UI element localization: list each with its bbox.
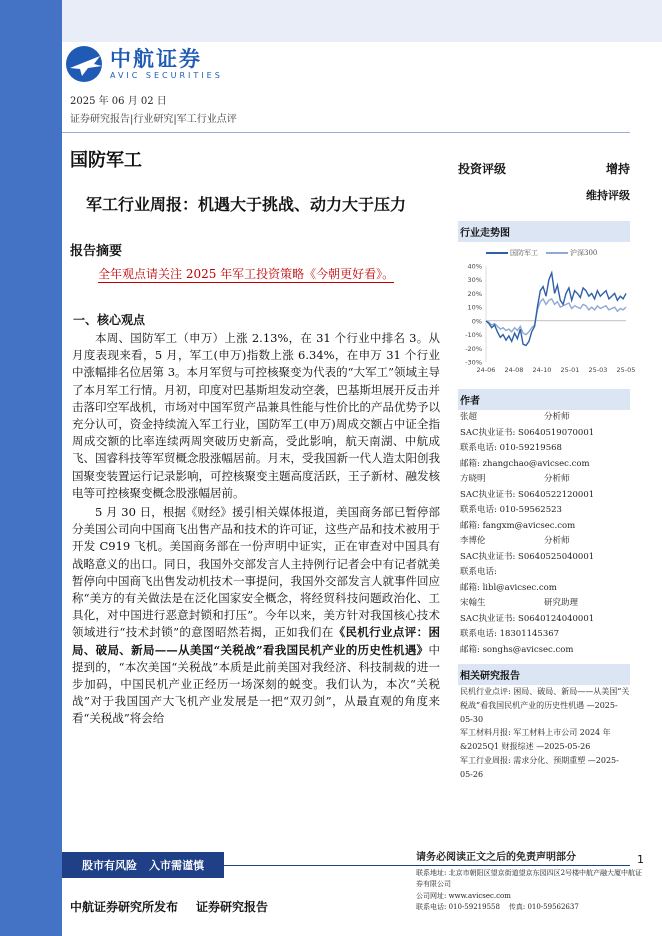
author-tel: 联系电话:	[460, 567, 497, 577]
paragraph-2	[72, 504, 440, 728]
right-sidebar	[458, 160, 636, 782]
breadcrumb: 证券研究报告|行业研究|军工行业点评	[70, 114, 237, 125]
y-tick-label: -10%	[465, 331, 482, 340]
author-role: 分析师	[544, 536, 570, 546]
x-tick-label: 24-08	[504, 366, 524, 374]
paragraph-1: 本周、国防军工（申万）上涨 2.13%，在 31 个行业中排名 3。从月度表现来看，5 月，军工(申万)指数上涨 6.34%，在申万 31 个行业中涨幅排名位居第 3。本月军贸与可控核聚变为代表的“大军工”领域主导了本月军工行情。月初，印度对巴基斯坦发动空袭，巴基斯坦展开反击并击落印空军战机，市场对中国军贸产品兼具性能与性价比的产品优势予以充分认可，资金持续流入军工行业，国防军工(申万)周成交额占中证全指周成交额的比率连续两周突破历史新高，受此影响，航天南湖、中航成飞、国睿科技等军贸概念股涨幅居前。月末，受我国新一代人造太阳创我国聚变装置运行记录影响，可控核聚变主题高度活跃，王子新材、融发核电等可控核聚变概念股涨幅居前。	[72, 331, 440, 500]
author-sac: SAC执业证书: S0640519070001	[460, 427, 595, 438]
author-heading: 作者	[458, 389, 630, 410]
company-phone: 联系电话: 010-59219558	[416, 903, 500, 911]
publisher-name: 中航证券研究所发布	[70, 900, 179, 914]
author-list	[460, 410, 630, 658]
author-role: 研究助理	[544, 598, 579, 608]
related-list	[460, 685, 630, 782]
rating-label: 投资评级	[458, 162, 507, 176]
x-tick-label: 24-06	[476, 366, 496, 374]
related-heading: 相关研究报告	[458, 664, 630, 685]
author-card	[460, 472, 630, 534]
rating-value: 增持	[605, 162, 630, 176]
section-heading: 一、核心观点	[73, 313, 146, 327]
author-card	[460, 596, 630, 658]
publisher	[70, 898, 286, 915]
x-tick-label: 25-03	[588, 366, 608, 374]
author-sac: SAC执业证书: S0640525040001	[460, 551, 595, 562]
y-tick-label: 40%	[467, 262, 482, 271]
y-tick-label: -30%	[465, 358, 482, 367]
y-tick-label: -20%	[465, 344, 482, 353]
footer-contact	[416, 852, 646, 914]
y-tick-label: 20%	[467, 289, 482, 298]
referenced-report-title: 《民机行业点评：困局、破局、新局——从美国“关税战”看我国民机产业的历史性机遇》	[72, 625, 440, 657]
company-phone-fax	[416, 902, 646, 914]
legend-label-csi300: 沪深300	[570, 249, 598, 257]
brand-name-en: AVIC SECURITIES	[110, 70, 223, 80]
top-band	[0, 0, 662, 42]
brand-logo	[64, 44, 223, 84]
report-title: 军工行业周报：机遇大于挑战、动力大于压力	[86, 195, 407, 214]
left-accent-bar	[0, 0, 62, 936]
series-line-defense	[486, 273, 626, 346]
author-sac: SAC执业证书: S0640522120001	[460, 489, 595, 500]
author-name: 张超	[460, 412, 478, 422]
chart-legend	[486, 248, 630, 258]
trend-heading: 行业走势图	[458, 221, 630, 242]
author-email[interactable]: 邮箱: zhangchao@avicsec.com	[460, 458, 590, 469]
author-sac: SAC执业证书: S0640124040001	[460, 613, 595, 624]
header-divider	[62, 132, 630, 133]
investment-rating	[458, 160, 630, 177]
series-line-csi300	[486, 299, 626, 335]
abstract-heading: 报告摘要	[70, 244, 123, 259]
legend-label-defense: 国防军工	[510, 249, 538, 257]
author-name: 宋翰生	[460, 598, 486, 608]
report-date: 2025 年 06 月 02 日	[70, 96, 167, 107]
sector-title: 国防军工	[70, 150, 142, 171]
report-body	[72, 330, 440, 728]
strategy-link[interactable]: 全年观点请关注 2025 年军工投资策略《今朝更好看》。	[98, 267, 395, 281]
related-report[interactable]: 军工行业周报: 需求分化、预期重塑 —2025-05-26	[460, 755, 619, 779]
related-report[interactable]: 民机行业点评: 困局、破局、新局——从美国“关税战”看我国民机产业的历史性机遇 —2025-05-30	[460, 687, 630, 724]
related-report[interactable]: 军工材料月报: 军工材料上市公司 2024 年&2025Q1 财报综述 —2025-05-26	[460, 728, 611, 752]
x-tick-label: 25-01	[560, 366, 580, 374]
brand-name-cn: 中航证券	[110, 46, 202, 71]
legend-item-defense	[486, 248, 538, 258]
author-card	[460, 410, 630, 472]
author-tel: 联系电话: 18301145367	[460, 629, 560, 639]
risk-text-1: 股市有风险	[82, 859, 137, 872]
company-fax: 传真: 010-59562637	[508, 903, 579, 911]
author-email[interactable]: 邮箱: fangxm@avicsec.com	[460, 520, 576, 531]
company-website[interactable]: 公司网址: www.avicsec.com	[416, 891, 511, 900]
company-address: 联系地址: 北京市朝阳区望京街道望京东园四区2号楼中航产融大厦中航证券有限公司	[416, 868, 643, 888]
avic-logo-icon	[64, 44, 106, 84]
y-tick-label: 30%	[467, 276, 482, 285]
y-tick-label: 10%	[467, 303, 482, 312]
trend-chart	[458, 258, 636, 380]
author-name: 方晓明	[460, 474, 486, 484]
page-number: 1	[637, 853, 644, 866]
author-tel: 联系电话: 010-59219568	[460, 443, 562, 453]
x-tick-label: 24-10	[532, 366, 552, 374]
author-tel: 联系电话: 010-59562523	[460, 505, 562, 515]
author-role: 分析师	[544, 474, 570, 484]
paragraph-2-text-a: 5 月 30 日，根据《财经》援引相关媒体报道，美国商务部已暂停部分美国公司向中国商飞出售产品和技术的许可证，这些产品和技术被用于开发 C919 飞机。美国商务部在一份声明中证实，正在审查对中国具有战略意义的出口。同日，我国外交部发言人主持例行记者会中有记者就美暂停向中国商飞出售发动机技术一事提问，我国外交部发言人就事件回应称“美方的有关做法是在泛化国家安全概念，将经贸科技问题政治化、工具化，对中国进行恶意封锁和打压”。今年以来，美方针对我国核心技术领域进行“技术封锁”的意图昭然若揭，正如我们在	[72, 505, 440, 640]
disclaimer-note: 请务必阅读正文之后的免责声明部分	[416, 852, 576, 863]
report-type: 证券研究报告	[196, 900, 269, 914]
author-email[interactable]: 邮箱: libl@avicsec.com	[460, 582, 557, 593]
legend-item-csi300	[546, 248, 597, 258]
author-name: 李博伦	[460, 536, 486, 546]
risk-banner	[62, 852, 224, 878]
author-card	[460, 534, 630, 596]
rating-sub: 维持评级	[586, 189, 630, 202]
author-role: 分析师	[544, 412, 570, 422]
y-tick-label: 0%	[471, 317, 482, 326]
risk-text-2: 入市需谨慎	[149, 859, 204, 872]
author-email[interactable]: 邮箱: songhs@avicsec.com	[460, 644, 574, 655]
x-tick-label: 25-05	[616, 366, 636, 374]
paragraph-2-text-b: 中提到的，“本次美国“关税战”本质是此前美国对我经济、科技制裁的进一步加码，中国民机产业正经历一场深刻的蜕变。我们认为，本次“关税战”对于我国国产大飞机产业发展是一把“双刃剑”，从最直观的角度来看“关税战”将会给	[72, 642, 440, 726]
